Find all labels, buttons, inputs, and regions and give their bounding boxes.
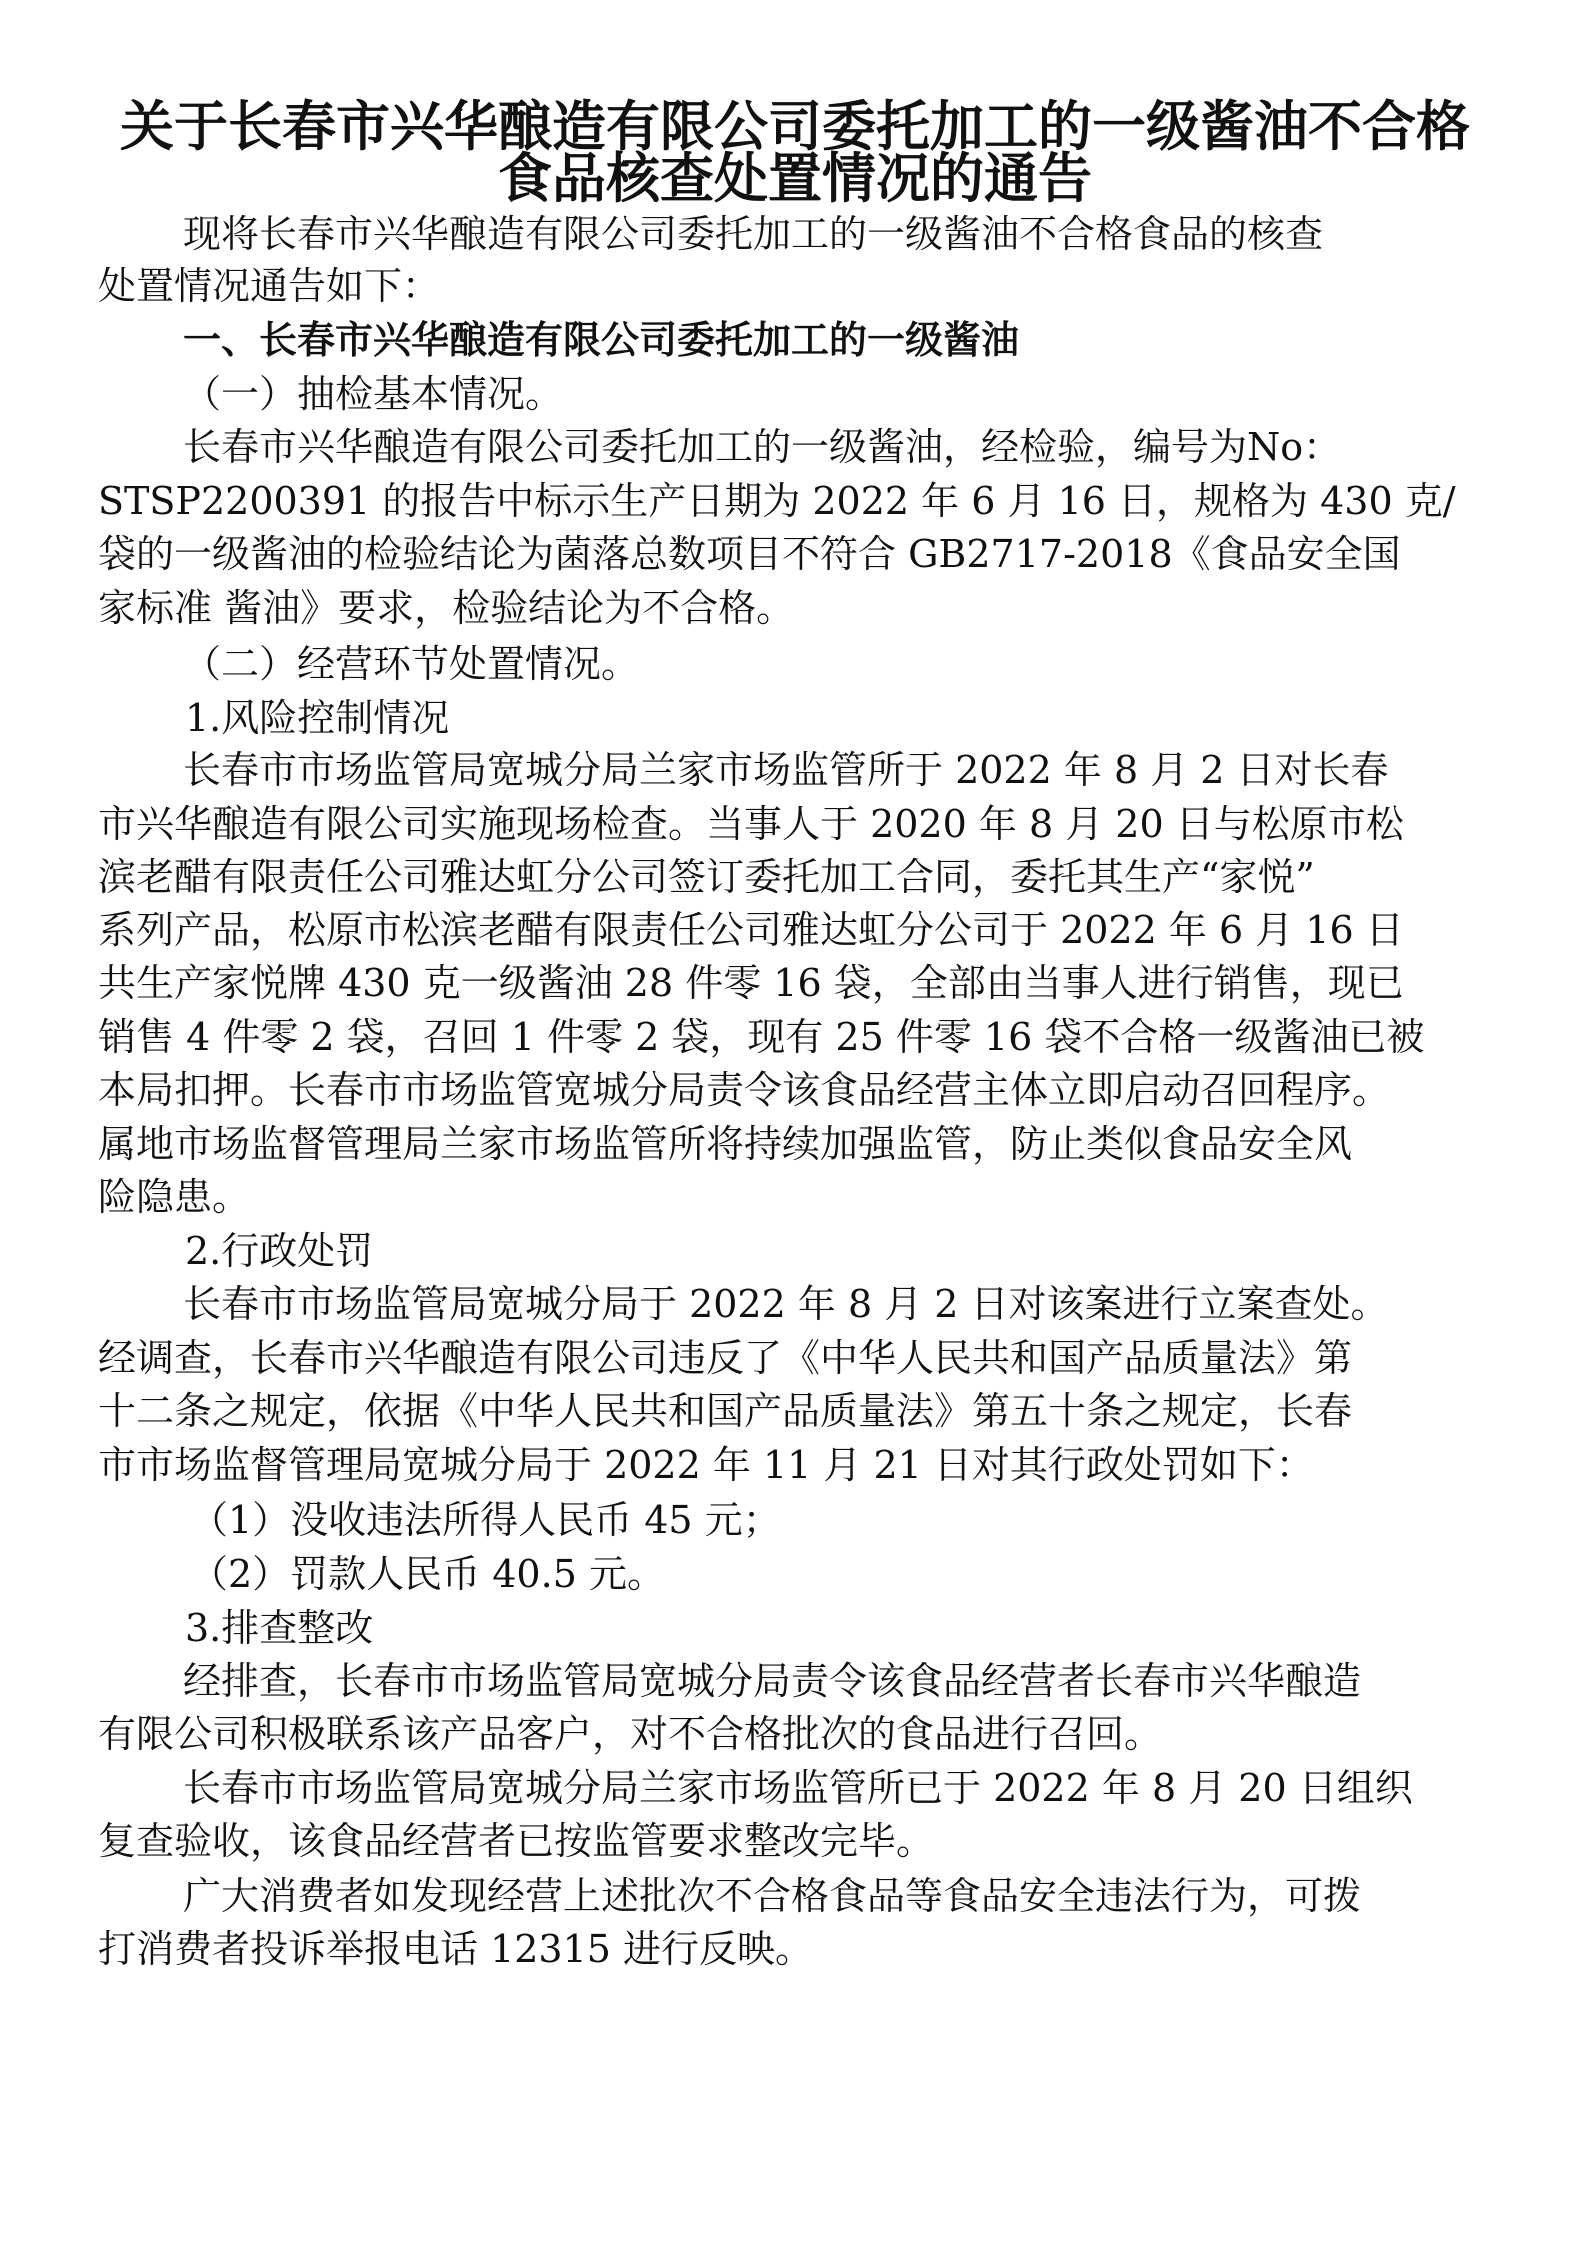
item-heading-1: 1.风险控制情况 <box>185 696 450 740</box>
penalty-item-2: （2）罚款人民币 40.5 元。 <box>190 1552 665 1596</box>
paragraph-line-4: 家标准 酱油》要求，检验结论为不合格。 <box>98 586 795 630</box>
risk-paragraph-line-6: 销售 4 件零 2 袋，召回 1 件零 2 袋，现有 25 件零 16 袋不合格一级酱油已被 <box>98 1015 1425 1059</box>
subsection-heading-2: （二）经营环节处置情况。 <box>183 642 640 686</box>
risk-paragraph-line-7: 本局扣押。长春市市场监管宽城分局责令该食品经营主体立即启动召回程序。 <box>98 1068 1391 1112</box>
consumer-paragraph-line-1: 广大消费者如发现经营上述批次不合格食品等食品安全违法行为，可拨 <box>183 1874 1362 1918</box>
item-heading-2: 2.行政处罚 <box>185 1229 374 1273</box>
review-paragraph-line-2: 复查验收，该食品经营者已按监管要求整改完毕。 <box>98 1819 935 1863</box>
intro-line-2: 处置情况通告如下： <box>98 264 441 308</box>
section-heading-1: 一、长春市兴华酿造有限公司委托加工的一级酱油 <box>183 318 1020 362</box>
paragraph-line-3: 袋的一级酱油的检验结论为菌落总数项目不符合 GB2717-2018《食品安全国 <box>98 532 1401 576</box>
item-heading-3: 3.排查整改 <box>185 1606 374 1650</box>
consumer-paragraph-line-2: 打消费者投诉举报电话 12315 进行反映。 <box>98 1927 814 1971</box>
penalty-paragraph-line-3: 十二条之规定，依据《中华人民共和国产品质量法》第五十条之规定，长春 <box>98 1389 1353 1433</box>
penalty-item-1: （1）没收违法所得人民币 45 元； <box>190 1498 781 1542</box>
subsection-heading-1: （一）抽检基本情况。 <box>183 372 564 416</box>
penalty-paragraph-line-2: 经调查，长春市兴华酿造有限公司违反了《中华人民共和国产品质量法》第 <box>98 1336 1353 1380</box>
risk-paragraph-line-3: 滨老醋有限责任公司雅达虹分公司签订委托加工合同，委托其生产“家悦” <box>98 855 1315 899</box>
paragraph-line-1: 长春市兴华酿造有限公司委托加工的一级酱油，经检验，编号为No： <box>183 425 1342 469</box>
penalty-paragraph-line-1: 长春市市场监管局宽城分局于 2022 年 8 月 2 日对该案进行立案查处。 <box>183 1282 1389 1326</box>
risk-paragraph-line-4: 系列产品，松原市松滨老醋有限责任公司雅达虹分公司于 2022 年 6 月 16 日 <box>98 908 1404 952</box>
rectification-paragraph-line-1: 经排查，长春市市场监管局宽城分局责令该食品经营者长春市兴华酿造 <box>183 1659 1362 1703</box>
paragraph-line-2: STSP2200391 的报告中标示生产日期为 2022 年 6 月 16 日，规格为 430 克/ <box>98 479 1456 523</box>
risk-paragraph-line-1: 长春市市场监管局宽城分局兰家市场监管所于 2022 年 8 月 2 日对长春 <box>183 748 1389 792</box>
review-paragraph-line-1: 长春市市场监管局宽城分局兰家市场监管所已于 2022 年 8 月 20 日组织 <box>183 1766 1413 1810</box>
rectification-paragraph-line-2: 有限公司积极联系该产品客户，对不合格批次的食品进行召回。 <box>98 1712 1163 1756</box>
risk-paragraph-line-9: 险隐患。 <box>98 1175 251 1219</box>
risk-paragraph-line-5: 共生产家悦牌 430 克一级酱油 28 件零 16 袋，全部由当事人进行销售，现已 <box>98 961 1404 1005</box>
penalty-paragraph-line-4: 市市场监督管理局宽城分局于 2022 年 11 月 21 日对其行政处罚如下： <box>98 1443 1314 1487</box>
document-title-line-1: 关于长春市兴华酿造有限公司委托加工的一级酱油不合格 <box>120 94 1470 158</box>
document-title-line-2: 食品核查处置情况的通告 <box>498 146 1092 210</box>
risk-paragraph-line-2: 市兴华酿造有限公司实施现场检查。当事人于 2020 年 8 月 20 日与松原市松 <box>98 802 1404 846</box>
intro-line-1: 现将长春市兴华酿造有限公司委托加工的一级酱油不合格食品的核查 <box>183 212 1324 256</box>
risk-paragraph-line-8: 属地市场监督管理局兰家市场监管所将持续加强监管，防止类似食品安全风 <box>98 1122 1353 1166</box>
